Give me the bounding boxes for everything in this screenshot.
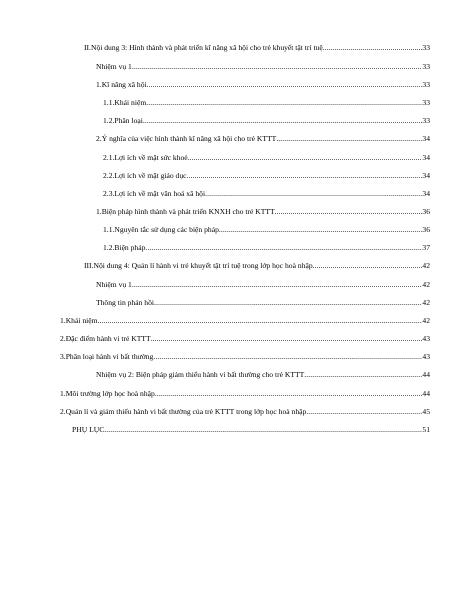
- toc-entry[interactable]: [60, 388, 430, 400]
- toc-entry[interactable]: [96, 79, 430, 91]
- toc-entry[interactable]: [103, 242, 430, 254]
- toc-entry-text: 1.1.Khái niệm: [103, 98, 147, 107]
- toc-entry[interactable]: [96, 61, 430, 73]
- toc-entry-text: 1.2.Biện pháp: [103, 243, 146, 252]
- toc-entry-text: 1.Môi trường lớp học hoà nhập: [60, 389, 155, 398]
- toc-entry[interactable]: [96, 297, 430, 309]
- toc-leader-dots: [313, 260, 423, 272]
- toc-leader-dots: [275, 206, 423, 218]
- toc-entry-text: 2.1.Lợi ích về mặt sức khoẻ: [103, 153, 188, 162]
- toc-entry-page: 42: [422, 280, 430, 289]
- toc-entry-page: 37: [422, 243, 430, 252]
- toc-leader-dots: [304, 369, 422, 381]
- toc-entry-page: 51: [422, 425, 430, 434]
- toc-entry-text: Thông tin phản hồi: [96, 298, 155, 307]
- toc-entry-text: Nhiệm vụ 1: [96, 280, 132, 289]
- toc-entry-page: 45: [422, 407, 430, 416]
- toc-entry-text: 1.Kĩ năng xã hội: [96, 80, 147, 89]
- toc-entry[interactable]: [60, 333, 430, 345]
- toc-leader-dots: [187, 170, 423, 182]
- toc-entry-page: 44: [422, 389, 430, 398]
- toc-entry-page: 34: [422, 134, 430, 143]
- toc-entry-text: 2.Ý nghĩa của việc hình thành kĩ năng xã hội cho trẻ KTTT: [96, 134, 277, 143]
- toc-entry-page: 36: [422, 207, 430, 216]
- toc-entry-page: 33: [422, 98, 430, 107]
- toc-leader-dots: [151, 333, 423, 345]
- toc-leader-dots: [143, 115, 423, 127]
- toc-entry-page: 34: [422, 153, 430, 162]
- toc-entry[interactable]: [84, 260, 430, 272]
- toc-leader-dots: [306, 406, 422, 418]
- toc-entry-text: 2.2.Lợi ích về mặt giáo dục: [103, 171, 187, 180]
- toc-entry-page: 42: [422, 316, 430, 325]
- toc-entry[interactable]: [103, 188, 430, 200]
- toc-entry-page: 33: [422, 43, 430, 52]
- toc-leader-dots: [155, 388, 423, 400]
- toc-entry[interactable]: [96, 369, 430, 381]
- toc-entry[interactable]: [96, 279, 430, 291]
- toc-entry[interactable]: [103, 97, 430, 109]
- toc-entry-text: 2.Quản lí và giảm thiểu hành vi bất thường của trẻ KTTT trong lớp học hoà nhập: [60, 407, 307, 416]
- toc-leader-dots: [104, 424, 422, 436]
- toc-leader-dots: [219, 224, 423, 236]
- toc-leader-dots: [188, 152, 423, 164]
- toc-entry[interactable]: [60, 351, 430, 363]
- toc-entry[interactable]: [96, 206, 430, 218]
- toc-leader-dots: [323, 42, 423, 54]
- toc-entry[interactable]: [103, 170, 430, 182]
- toc-leader-dots: [153, 351, 422, 363]
- toc-entry[interactable]: [103, 115, 430, 127]
- toc-entry-text: PHỤ LỤC: [72, 425, 105, 434]
- toc-entry[interactable]: [84, 42, 430, 54]
- toc-entry-text: III.Nội dung 4: Quản lí hành vi trẻ khuyết tật trí tuệ trong lớp học hoà nhập: [84, 261, 313, 270]
- toc-entry[interactable]: [103, 224, 430, 236]
- toc-entry-page: 44: [422, 370, 430, 379]
- toc-entry-text: 2.3.Lợi ích về mặt văn hoá xã hội: [103, 189, 206, 198]
- toc-entry-page: 33: [422, 116, 430, 125]
- toc-entry-text: 1.Biện pháp hình thành và phát triển KNXH cho trẻ KTTT: [96, 207, 275, 216]
- toc-leader-dots: [132, 61, 423, 73]
- toc-entry-text: 3.Phân loại hành vi bất thường: [60, 352, 154, 361]
- toc-entry[interactable]: [60, 406, 430, 418]
- toc-entry-page: 43: [422, 334, 430, 343]
- toc-entry-page: 33: [422, 80, 430, 89]
- toc-entry-text: Nhiệm vụ 1: [96, 62, 132, 71]
- toc-entry-text: 2.Đặc điểm hành vi trẻ KTTT: [60, 334, 151, 343]
- toc-leader-dots: [146, 97, 422, 109]
- toc-leader-dots: [205, 188, 422, 200]
- toc-entry[interactable]: [72, 424, 430, 436]
- toc-entry-text: II.Nội dung 3: Hình thành và phát triển kĩ năng xã hội cho trẻ khuyết tật trí tuệ: [84, 43, 323, 52]
- toc-leader-dots: [98, 315, 423, 327]
- toc-entry-text: 1.2.Phân loại: [103, 116, 143, 125]
- toc-entry[interactable]: [103, 152, 430, 164]
- toc-leader-dots: [145, 242, 422, 254]
- toc-entry-page: 42: [422, 298, 430, 307]
- toc-entry-page: 33: [422, 62, 430, 71]
- toc-entry[interactable]: [96, 133, 430, 145]
- toc-leader-dots: [276, 133, 422, 145]
- toc-leader-dots: [132, 279, 423, 291]
- toc-entry-page: 34: [422, 171, 430, 180]
- toc-entry[interactable]: [60, 315, 430, 327]
- toc-entry-page: 42: [422, 261, 430, 270]
- toc-leader-dots: [147, 79, 423, 91]
- toc-entry-text: 1.Khái niệm: [60, 316, 98, 325]
- toc-entry-text: Nhiệm vụ 2: Biện pháp giảm thiểu hành vi bất thường cho trẻ KTTT: [96, 370, 305, 379]
- toc-entry-text: 1.1.Nguyên tắc sử dụng các biện pháp: [103, 225, 219, 234]
- toc-entry-page: 34: [422, 189, 430, 198]
- toc-leader-dots: [154, 297, 422, 309]
- toc-entry-page: 43: [422, 352, 430, 361]
- toc-entry-page: 36: [422, 225, 430, 234]
